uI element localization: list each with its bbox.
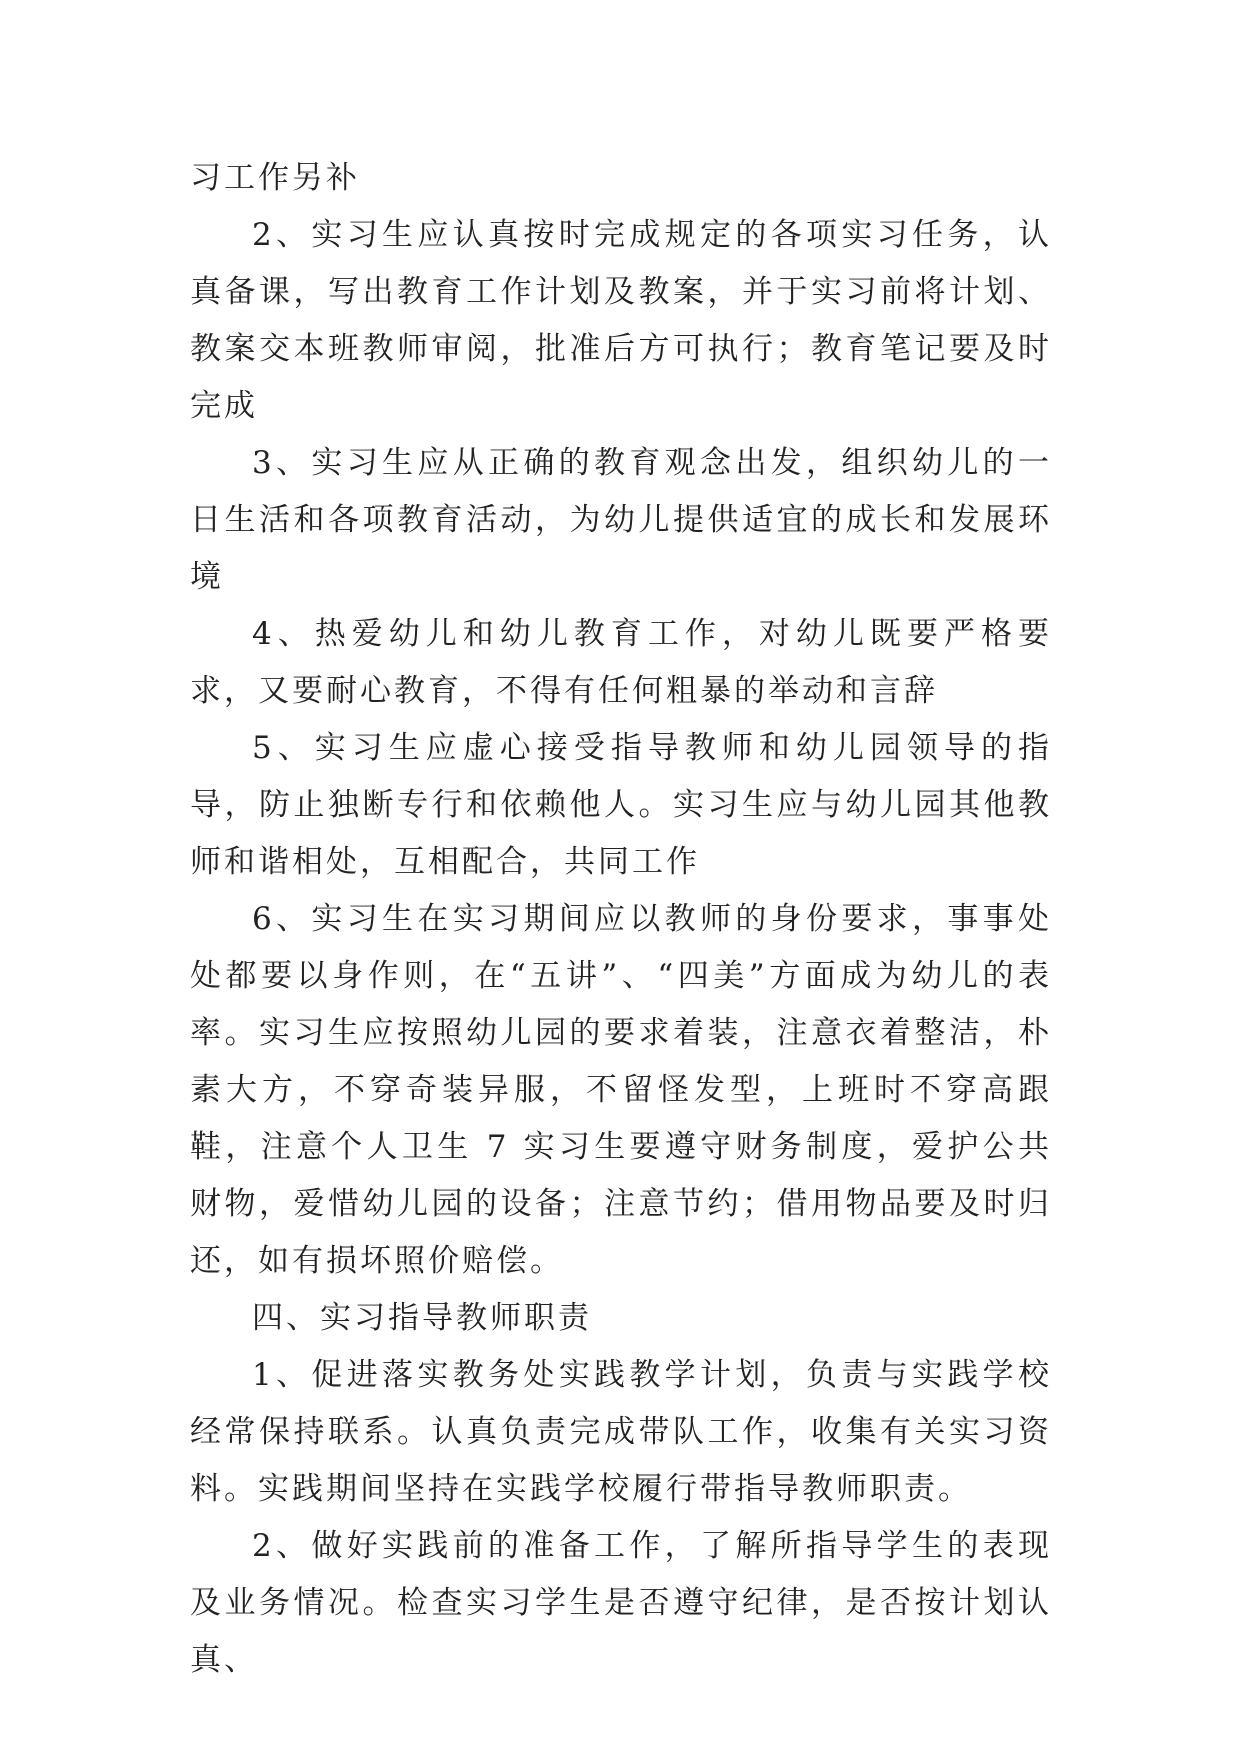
paragraph-item-2: 2、实习生应认真按时完成规定的各项实习任务，认真备课，写出教育工作计划及教案，并于实习前将计划、教案交本班教师审阅，批准后方可执行；教育笔记要及时完成 xyxy=(190,217,1052,424)
paragraph-continuation: 习工作另补 xyxy=(190,160,360,196)
paragraph-duty-2: 2、做好实践前的准备工作，了解所指导学生的表现及业务情况。检查实习学生是否遵守纪律，是否按计划认真、 xyxy=(190,1528,1052,1678)
paragraph-duty-1: 1、促进落实教务处实践教学计划，负责与实践学校经常保持联系。认真负责完成带队工作，收集有关实习资料。实践期间坚持在实践学校履行带指导教师职责。 xyxy=(190,1357,1052,1507)
document-body xyxy=(190,150,1052,1689)
section-heading-four: 四、实习指导教师职责 xyxy=(252,1300,592,1336)
paragraph-item-3: 3、实习生应从正确的教育观念出发，组织幼儿的一日生活和各项教育活动，为幼儿提供适宜的成长和发展环境 xyxy=(190,445,1052,595)
paragraph-item-4: 4、热爱幼儿和幼儿教育工作，对幼儿既要严格要求，又要耐心教育，不得有任何粗暴的举动和言辞 xyxy=(190,616,1052,709)
paragraph-item-5: 5、实习生应虚心接受指导教师和幼儿园领导的指导，防止独断专行和依赖他人。实习生应与幼儿园其他教师和谐相处，互相配合，共同工作 xyxy=(190,730,1052,880)
paragraph-item-6: 6、实习生在实习期间应以教师的身份要求，事事处处都要以身作则，在“五讲”、“四美”方面成为幼儿的表率。实习生应按照幼儿园的要求着装，注意衣着整洁，朴素大方，不穿奇装异服，不留怪发型，上班时不穿高跟鞋，注意个人卫生 7 实习生要遵守财务制度，爱护公共财物，爱惜幼儿园的设备；注意节约；借用物品要及时归还，如有损坏照价赔偿。 xyxy=(190,901,1052,1279)
